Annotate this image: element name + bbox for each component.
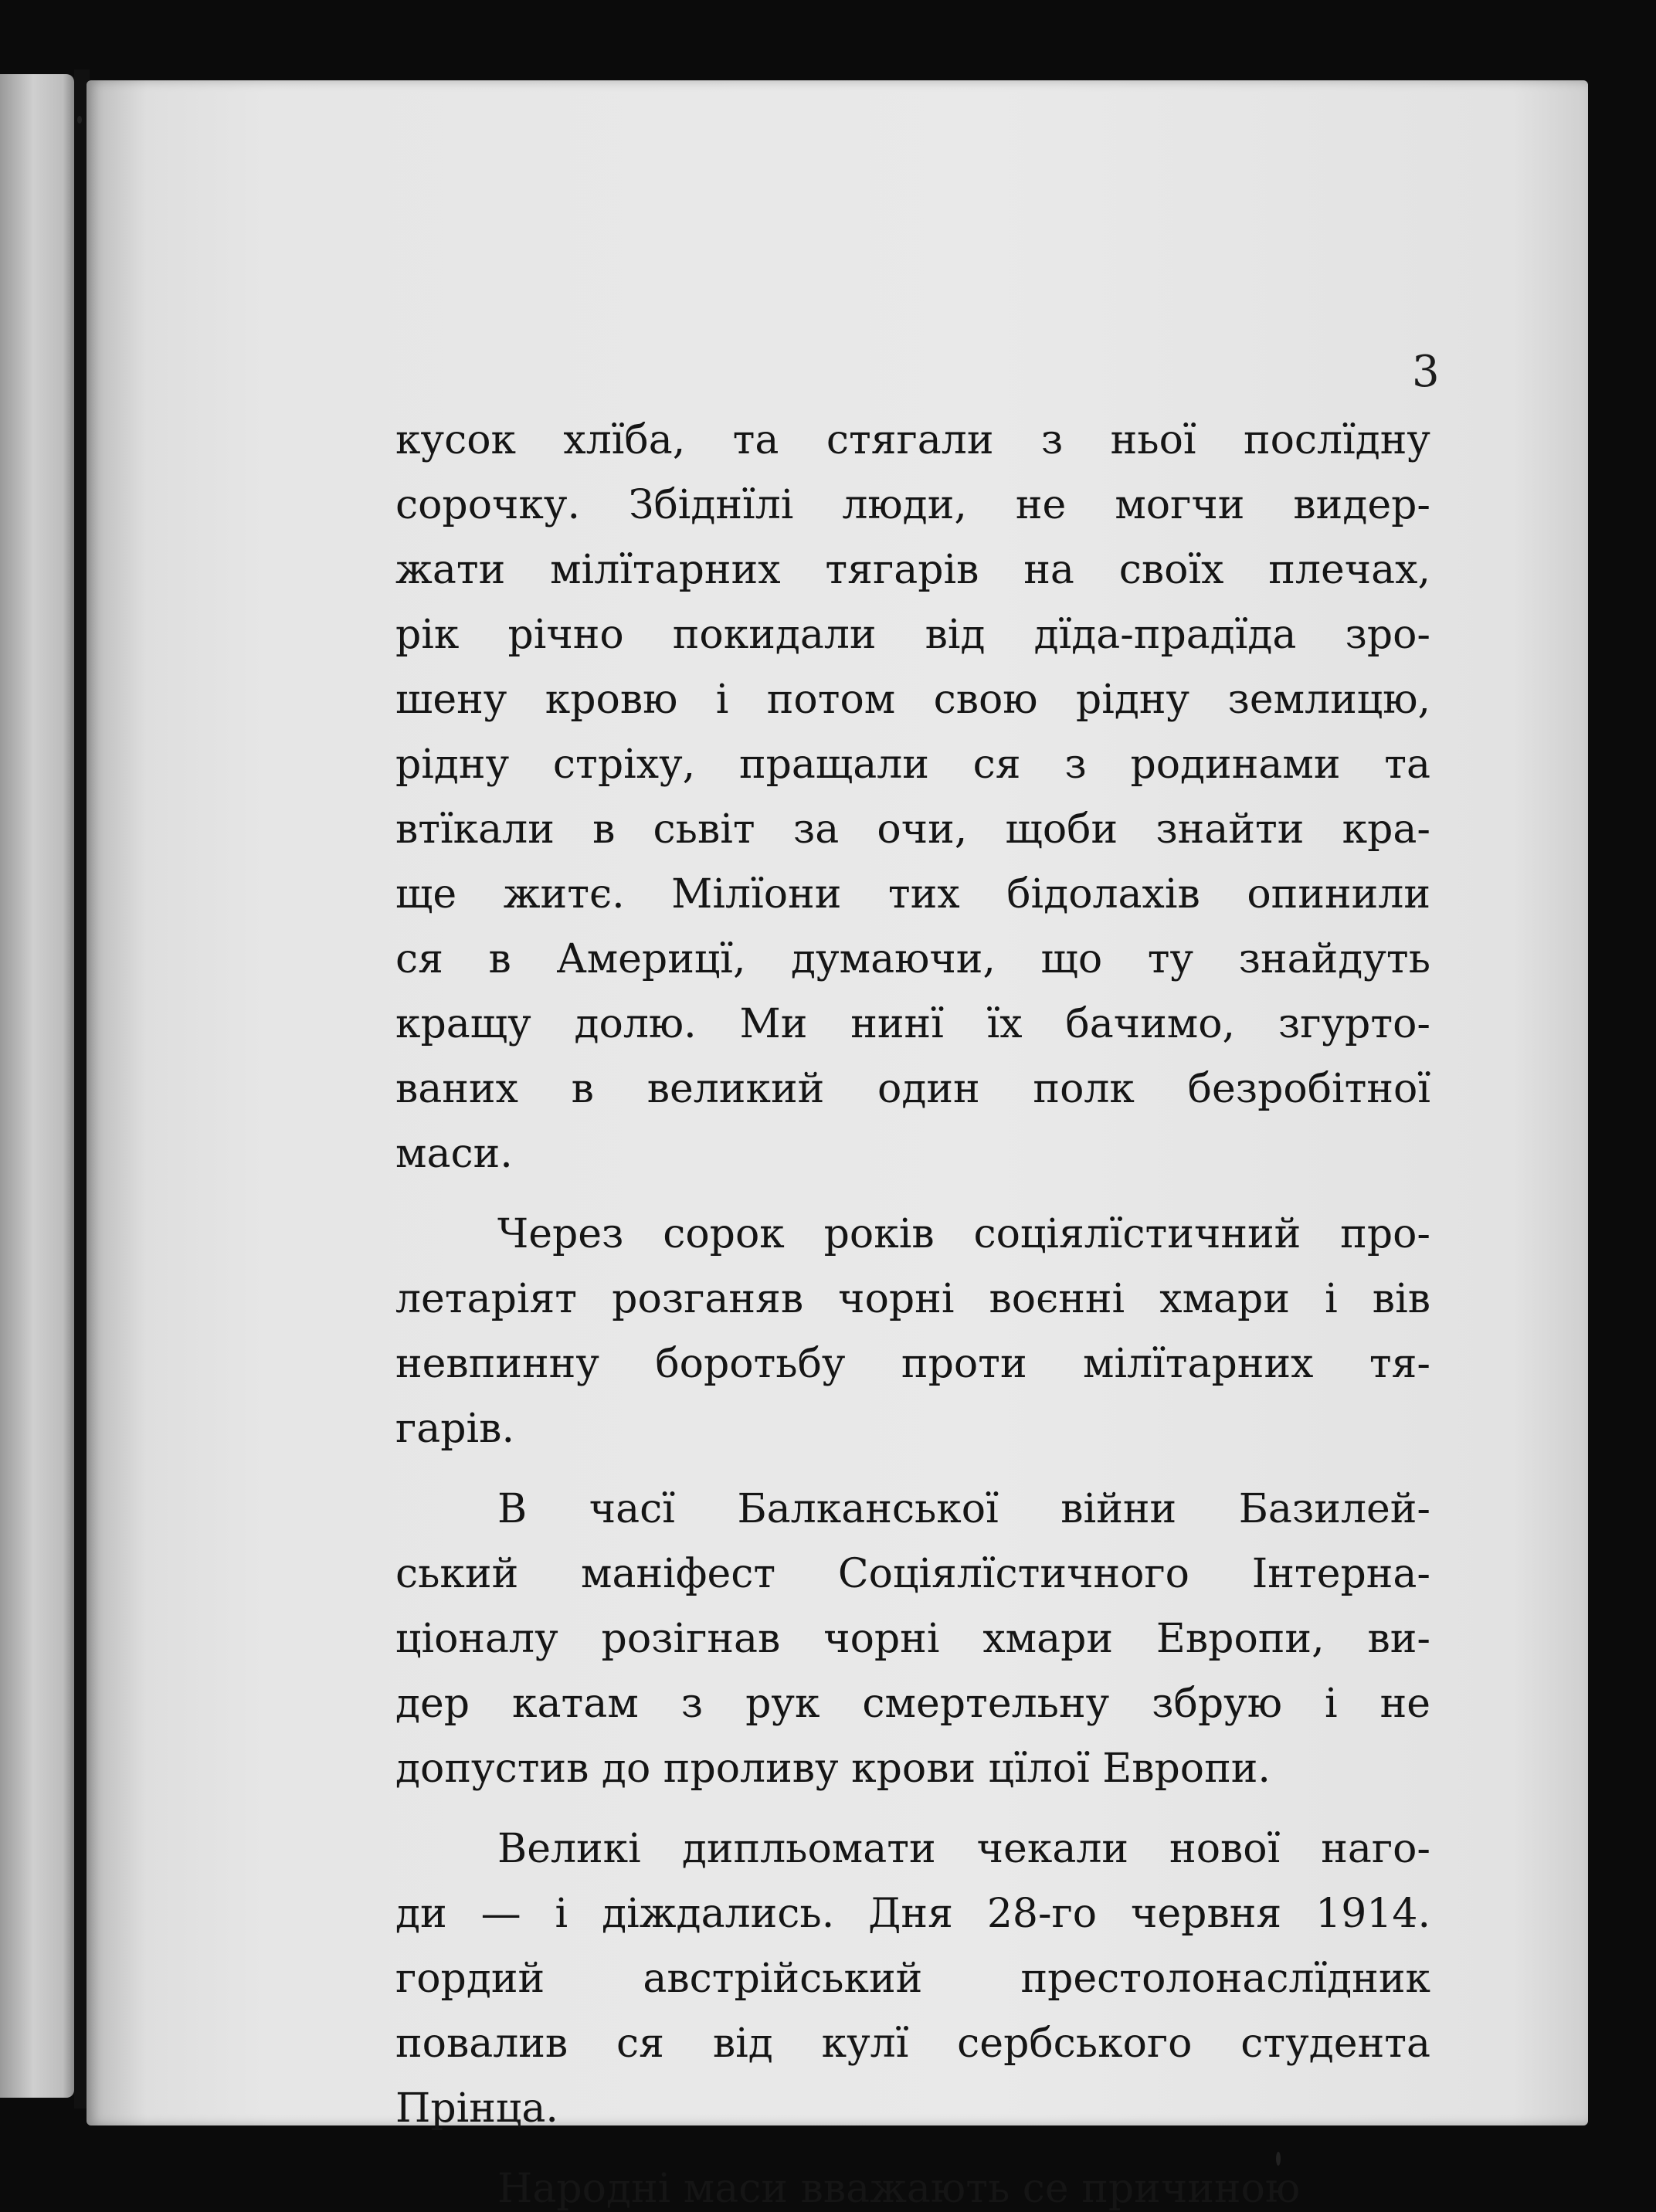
text-line: В часї Балканської війни Базилей- (497, 1486, 1430, 1532)
text-line: повалив ся від кулї сербського студента (395, 2020, 1430, 2067)
paragraph (395, 2156, 1430, 2212)
scan-speck (77, 116, 82, 124)
page-number: 3 (1412, 347, 1440, 397)
scan-speck (1276, 2152, 1281, 2166)
text-line: маси. (395, 1131, 513, 1177)
text-line: летаріят розганяв чорні воєнні хмари і вів (395, 1276, 1430, 1322)
text-line: Через сорок років соціялїстичний про- (497, 1211, 1430, 1257)
text-line: жати мілїтарних тягарів на своїх плечах, (395, 547, 1430, 593)
paragraph (395, 408, 1430, 1186)
text-line: ціоналу розігнав чорні хмари Европи, ви- (395, 1616, 1430, 1662)
text-line: рідну стріху, пращали ся з родинами та (395, 741, 1430, 788)
text-line: ся в Америцї, думаючи, що ту знайдуть (395, 936, 1430, 982)
text-line: кращу долю. Ми нинї їх бачимо, згурто- (395, 1001, 1430, 1047)
text-line: шену кровю і потом свою рідну землицю, (395, 677, 1430, 723)
paragraph (395, 1202, 1430, 1461)
text-line: ський маніфест Соціялїстичного Інтерна- (395, 1551, 1430, 1597)
text-line: сорочку. Збіднїлі люди, не могчи видер- (395, 482, 1430, 528)
text-line: рік річно покидали від дїда-прадїда зро- (395, 612, 1430, 658)
text-line: дер катам з рук смертельну збрую і не (395, 1681, 1430, 1727)
text-line: допустив до проливу крови цїлої Европи. (395, 1746, 1271, 1792)
text-line: Народні маси вважають се причиною (497, 2166, 1301, 2212)
text-line: гордий австрійський престолонаслїдник (395, 1956, 1430, 2002)
text-line: невпинну боротьбу проти мілїтарних тя- (395, 1341, 1430, 1387)
text-line: ди — і діждались. Дня 28-го червня 1914. (395, 1891, 1430, 1937)
text-line: гарів. (395, 1406, 514, 1452)
paragraph (395, 1477, 1430, 1801)
text-line: Прінца. (395, 2085, 558, 2132)
body-text (395, 408, 1430, 2212)
paragraph (395, 1817, 1430, 2141)
text-line: Великі дипльомати чекали нової наго- (497, 1826, 1430, 1872)
text-line: втїкали в сьвіт за очи, щоби знайти кра- (395, 806, 1430, 853)
text-line: кусок хлїба, та стягали з ньої послїдну (395, 417, 1430, 463)
previous-page-edge (0, 74, 74, 2098)
book-page (87, 80, 1588, 2212)
text-line: ваних в великий один полк безробітної (395, 1066, 1430, 1112)
text-line: ще житє. Мілїони тих бідолахів опинили (395, 871, 1430, 918)
